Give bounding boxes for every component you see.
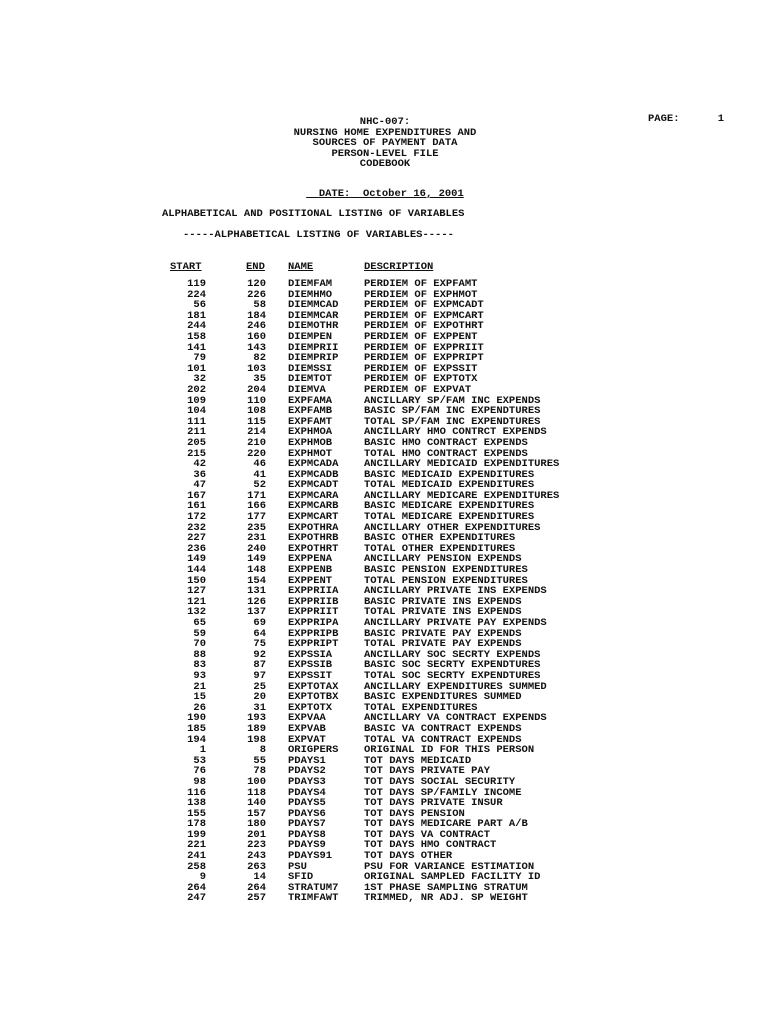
variable-name: DIEMMCAD xyxy=(288,299,339,312)
variable-description: TOTAL PRIVATE PAY EXPENDS xyxy=(364,638,522,651)
variable-name: PDAYS2 xyxy=(288,765,326,778)
variable-name: EXPMCADB xyxy=(288,468,339,481)
variable-description: TOT DAYS MEDICARE PART A/B xyxy=(364,818,528,831)
variable-description: ORIGINAL SAMPLED FACILITY ID xyxy=(364,871,541,884)
variable-name: EXPHMOT xyxy=(288,447,333,460)
variable-end: 8 xyxy=(259,744,266,757)
document-date xyxy=(0,178,770,199)
variable-description: TOT DAYS MEDICAID xyxy=(364,754,472,767)
variable-description: ANCILLARY PRIVATE INS EXPENDS xyxy=(364,585,547,598)
variable-description: PERDIEM OF EXPTOTX xyxy=(364,373,478,386)
variable-end: 257 xyxy=(247,892,266,905)
variable-end: 87 xyxy=(253,659,266,672)
variable-description: PSU FOR VARIANCE ESTIMATION xyxy=(364,860,535,873)
variable-start: 119 xyxy=(187,278,206,290)
variable-end: 20 xyxy=(253,691,266,704)
variable-end: 223 xyxy=(247,839,266,852)
variable-name: TRIMFAWT xyxy=(288,892,339,905)
variable-name: DIEMPRIP xyxy=(288,352,339,365)
table-row xyxy=(0,724,770,735)
section-title: ALPHABETICAL AND POSITIONAL LISTING OF VARIABLES xyxy=(162,208,465,220)
variable-name: STRATUM7 xyxy=(288,881,339,894)
variable-description: PERDIEM OF EXPPENT xyxy=(364,330,478,343)
variable-start: 172 xyxy=(187,511,206,524)
title-line: CODEBOOK xyxy=(359,158,411,171)
variable-name: EXPHMOA xyxy=(288,426,333,439)
variable-end: 210 xyxy=(247,436,266,449)
variable-start: 109 xyxy=(187,394,206,407)
variable-name: PDAYS9 xyxy=(288,839,326,852)
variable-start: 227 xyxy=(187,532,206,545)
variable-description: BASIC EXPENDITURES SUMMED xyxy=(364,691,522,704)
column-header-start: START xyxy=(170,261,202,273)
variable-end: 154 xyxy=(247,574,266,587)
variable-end: 140 xyxy=(247,797,266,810)
subsection-title: -----ALPHABETICAL LISTING OF VARIABLES----- xyxy=(183,229,454,241)
variable-end: 180 xyxy=(247,818,266,831)
variable-start: 215 xyxy=(187,447,206,460)
variable-start: 221 xyxy=(187,839,206,852)
table-row xyxy=(0,777,770,788)
variable-name: EXPMCARA xyxy=(288,489,339,502)
variable-description: TOT DAYS HMO CONTRACT xyxy=(364,839,497,852)
variable-start: 178 xyxy=(187,818,206,831)
variable-start: 244 xyxy=(187,320,206,333)
variable-end: 52 xyxy=(253,479,266,492)
variable-end: 110 xyxy=(247,394,266,407)
variable-end: 193 xyxy=(247,712,266,725)
variable-start: 76 xyxy=(193,765,206,778)
variable-name: PDAYS5 xyxy=(288,797,326,810)
variable-name: EXPMCARB xyxy=(288,500,339,513)
variable-name: PDAYS1 xyxy=(288,754,326,767)
variable-start: 224 xyxy=(187,288,206,301)
variable-name: EXPOTHRT xyxy=(288,542,339,555)
variable-start: 155 xyxy=(187,807,206,820)
variable-end: 226 xyxy=(247,288,266,301)
variable-name: DIEMSSI xyxy=(288,362,333,375)
variable-end: 31 xyxy=(253,701,266,714)
column-header-end: END xyxy=(246,261,265,273)
variable-start: 42 xyxy=(193,458,206,471)
variable-end: 137 xyxy=(247,606,266,619)
variable-description: PERDIEM OF EXPMCART xyxy=(364,309,484,322)
variable-start: 15 xyxy=(193,691,206,704)
variable-end: 118 xyxy=(247,786,266,799)
variable-start: 194 xyxy=(187,733,206,746)
variable-name: EXPTOTAX xyxy=(288,680,339,693)
variable-name: DIEMPEN xyxy=(288,330,333,343)
variable-start: 127 xyxy=(187,585,206,598)
table-row xyxy=(0,332,770,343)
variable-start: 26 xyxy=(193,701,206,714)
variable-name: EXPPRIPT xyxy=(288,638,339,651)
variable-description: TOTAL MEDICARE EXPENDITURES xyxy=(364,511,535,524)
variable-name: PDAYS8 xyxy=(288,828,326,841)
variable-start: 116 xyxy=(187,786,206,799)
variable-description: BASIC MEDICARE EXPENDITURES xyxy=(364,500,535,513)
variable-name: EXPFAMT xyxy=(288,415,333,428)
variable-end: 131 xyxy=(247,585,266,598)
variable-name: EXPSSIT xyxy=(288,669,333,682)
variable-description: TOT DAYS PENSION xyxy=(364,807,465,820)
variable-end: 143 xyxy=(247,341,266,354)
variable-description: 1ST PHASE SAMPLING STRATUM xyxy=(364,881,528,894)
table-row xyxy=(0,671,770,682)
variable-description: ANCILLARY MEDICARE EXPENDITURES xyxy=(364,489,560,502)
variable-name: DIEMHMO xyxy=(288,288,333,301)
variable-name: PDAYS6 xyxy=(288,807,326,820)
variable-end: 35 xyxy=(253,373,266,386)
variable-start: 181 xyxy=(187,309,206,322)
variable-end: 204 xyxy=(247,383,266,396)
variable-start: 190 xyxy=(187,712,206,725)
variable-name: DIEMVA xyxy=(288,383,326,396)
variable-start: 241 xyxy=(187,850,206,863)
column-header-name: NAME xyxy=(288,261,314,273)
variable-description: TOTAL HMO CONTRACT EXPENDS xyxy=(364,447,528,460)
title-line: SOURCES OF PAYMENT DATA xyxy=(312,137,458,150)
variable-start: 65 xyxy=(193,617,206,629)
variable-start: 9 xyxy=(199,871,206,884)
variable-description: ANCILLARY SOC SECRTY EXPENDS xyxy=(364,648,541,661)
variable-start: 32 xyxy=(193,373,206,386)
variable-description: TOT DAYS VA CONTRACT xyxy=(364,828,491,841)
variable-description: TOT DAYS PRIVATE INSUR xyxy=(364,797,503,810)
variable-start: 98 xyxy=(193,775,206,788)
variable-description: PERDIEM OF EXPSSIT xyxy=(364,362,478,375)
variable-description: TOTAL PENSION EXPENDITURES xyxy=(364,574,528,587)
variable-end: 82 xyxy=(253,352,266,365)
variable-name: PDAYS3 xyxy=(288,775,326,788)
variable-start: 101 xyxy=(187,362,206,375)
variable-description: TOTAL OTHER EXPENDITURES xyxy=(364,542,516,555)
variable-description: PERDIEM OF EXPVAT xyxy=(364,383,472,396)
variable-name: EXPSSIA xyxy=(288,648,333,661)
date-label: DATE: xyxy=(318,187,351,200)
variable-description: TOT DAYS PRIVATE PAY xyxy=(364,765,491,778)
variable-end: 166 xyxy=(247,500,266,513)
title-line: PERSON-LEVEL FILE xyxy=(331,147,439,160)
variable-name: EXPVAB xyxy=(288,722,326,735)
variable-end: 14 xyxy=(253,871,266,884)
variable-start: 202 xyxy=(187,383,206,396)
variable-end: 120 xyxy=(247,278,266,290)
table-row xyxy=(0,893,770,904)
title-line: NHC-007: xyxy=(359,116,411,128)
variable-start: 149 xyxy=(187,553,206,566)
table-row xyxy=(0,385,770,396)
variable-start: 144 xyxy=(187,564,206,577)
variable-end: 97 xyxy=(253,669,266,682)
variable-description: ANCILLARY SP/FAM INC EXPENDS xyxy=(364,394,541,407)
variable-name: DIEMPRII xyxy=(288,341,339,354)
variable-end: 235 xyxy=(247,521,266,534)
variable-description: TOTAL EXPENDITURES xyxy=(364,701,478,714)
variable-end: 100 xyxy=(247,775,266,788)
variable-end: 64 xyxy=(253,627,266,640)
variable-description: TOTAL MEDICAID EXPENDITURES xyxy=(364,479,535,492)
variable-description: TOT DAYS SOCIAL SECURITY xyxy=(364,775,516,788)
variable-end: 189 xyxy=(247,722,266,735)
table-row xyxy=(0,279,770,290)
table-row xyxy=(0,618,770,629)
variable-name: EXPPENT xyxy=(288,574,333,587)
variable-name: DIEMTOT xyxy=(288,373,333,386)
variable-description: PERDIEM OF EXPMCADT xyxy=(364,299,484,312)
variable-end: 177 xyxy=(247,511,266,524)
variable-name: EXPPRIIB xyxy=(288,595,339,608)
variable-name: PDAYS7 xyxy=(288,818,326,831)
variable-end: 25 xyxy=(253,680,266,693)
variable-name: EXPPENB xyxy=(288,564,333,577)
variable-start: 56 xyxy=(193,299,206,312)
variable-description: PERDIEM OF EXPHMOT xyxy=(364,288,478,301)
variable-description: TRIMMED, NR ADJ. SP WEIGHT xyxy=(364,892,528,905)
variable-description: BASIC OTHER EXPENDITURES xyxy=(364,532,516,545)
variable-description: PERDIEM OF EXPOTHRT xyxy=(364,320,484,333)
page-label: PAGE: xyxy=(648,113,680,125)
variable-description: TOTAL PRIVATE INS EXPENDS xyxy=(364,606,522,619)
variable-name: EXPMCADA xyxy=(288,458,339,471)
variable-start: 79 xyxy=(193,352,206,365)
variable-description: BASIC SP/FAM INC EXPENDTURES xyxy=(364,405,541,418)
variable-name: EXPTOTX xyxy=(288,701,333,714)
variable-end: 126 xyxy=(247,595,266,608)
variable-description: ANCILLARY PRIVATE PAY EXPENDS xyxy=(364,617,547,629)
variable-description: ORIGINAL ID FOR THIS PERSON xyxy=(364,744,535,757)
variable-description: BASIC PENSION EXPENDITURES xyxy=(364,564,528,577)
variable-start: 236 xyxy=(187,542,206,555)
variable-start: 138 xyxy=(187,797,206,810)
variable-name: EXPSSIB xyxy=(288,659,333,672)
variable-description: BASIC MEDICAID EXPENDITURES xyxy=(364,468,535,481)
variable-description: ANCILLARY EXPENDITURES SUMMED xyxy=(364,680,547,693)
variable-start: 158 xyxy=(187,330,206,343)
variable-start: 111 xyxy=(187,415,206,428)
variable-description: PERDIEM OF EXPFAMT xyxy=(364,278,478,290)
variable-name: EXPMCADT xyxy=(288,479,339,492)
variable-name: EXPVAT xyxy=(288,733,326,746)
page-number: 1 xyxy=(717,113,724,125)
variable-name: DIEMFAM xyxy=(288,278,333,290)
variable-end: 243 xyxy=(247,850,266,863)
variable-start: 161 xyxy=(187,500,206,513)
variable-start: 93 xyxy=(193,669,206,682)
variable-end: 214 xyxy=(247,426,266,439)
variable-start: 205 xyxy=(187,436,206,449)
variable-end: 246 xyxy=(247,320,266,333)
variable-description: ANCILLARY MEDICAID EXPENDITURES xyxy=(364,458,560,471)
variable-name: EXPPRIIT xyxy=(288,606,339,619)
variable-name: EXPFAMB xyxy=(288,405,333,418)
variable-name: DIEMOTHR xyxy=(288,320,339,333)
variable-start: 36 xyxy=(193,468,206,481)
variable-end: 263 xyxy=(247,860,266,873)
variable-start: 88 xyxy=(193,648,206,661)
variable-name: EXPHMOB xyxy=(288,436,333,449)
variable-name: EXPPENA xyxy=(288,553,333,566)
variable-description: BASIC PRIVATE INS EXPENDS xyxy=(364,595,522,608)
variable-end: 220 xyxy=(247,447,266,460)
variable-end: 69 xyxy=(253,617,266,629)
variable-start: 199 xyxy=(187,828,206,841)
variable-end: 149 xyxy=(247,553,266,566)
variable-start: 167 xyxy=(187,489,206,502)
variable-start: 211 xyxy=(187,426,206,439)
variable-name: EXPVAA xyxy=(288,712,326,725)
variable-description: TOTAL VA CONTRACT EXPENDS xyxy=(364,733,522,746)
variable-start: 83 xyxy=(193,659,206,672)
variable-name: SFID xyxy=(288,871,314,884)
variable-description: PERDIEM OF EXPPRIIT xyxy=(364,341,484,354)
variable-name: DIEMMCAR xyxy=(288,309,339,322)
variable-end: 148 xyxy=(247,564,266,577)
variable-end: 231 xyxy=(247,532,266,545)
variable-description: BASIC HMO CONTRACT EXPENDS xyxy=(364,436,528,449)
variable-end: 103 xyxy=(247,362,266,375)
variable-name: ORIGPERS xyxy=(288,744,339,757)
variable-name: EXPPRIPA xyxy=(288,617,339,629)
variable-name: EXPOTHRA xyxy=(288,521,339,534)
variable-start: 47 xyxy=(193,479,206,492)
variable-end: 198 xyxy=(247,733,266,746)
variable-start: 132 xyxy=(187,606,206,619)
variable-end: 184 xyxy=(247,309,266,322)
variable-description: ANCILLARY OTHER EXPENDITURES xyxy=(364,521,541,534)
title-line: NURSING HOME EXPENDITURES AND xyxy=(293,126,477,139)
variable-start: 104 xyxy=(187,405,206,418)
variable-start: 21 xyxy=(193,680,206,693)
variable-end: 201 xyxy=(247,828,266,841)
variable-name: EXPMCART xyxy=(288,511,339,524)
date-value: October 16, 2001 xyxy=(362,187,464,200)
variable-start: 1 xyxy=(199,744,206,757)
variable-start: 247 xyxy=(187,892,206,905)
variable-start: 150 xyxy=(187,574,206,587)
variable-description: TOTAL SP/FAM INC EXPENDTURES xyxy=(364,415,541,428)
variable-end: 78 xyxy=(253,765,266,778)
column-header-description: DESCRIPTION xyxy=(364,261,434,273)
variable-start: 141 xyxy=(187,341,206,354)
variable-start: 70 xyxy=(193,638,206,651)
variable-end: 55 xyxy=(253,754,266,767)
variable-description: PERDIEM OF EXPPRIPT xyxy=(364,352,484,365)
variable-name: PSU xyxy=(288,860,307,873)
variable-end: 240 xyxy=(247,542,266,555)
variable-start: 185 xyxy=(187,722,206,735)
variable-description: TOTAL SOC SECRTY EXPENDTURES xyxy=(364,669,541,682)
variable-end: 264 xyxy=(247,881,266,894)
variable-end: 171 xyxy=(247,489,266,502)
variable-start: 121 xyxy=(187,595,206,608)
variable-start: 264 xyxy=(187,881,206,894)
variable-name: EXPFAMA xyxy=(288,394,333,407)
variable-description: ANCILLARY PENSION EXPENDS xyxy=(364,553,522,566)
variable-name: EXPPRIIA xyxy=(288,585,339,598)
variable-description: BASIC VA CONTRACT EXPENDS xyxy=(364,722,522,735)
variable-name: PDAYS91 xyxy=(288,850,333,863)
variable-end: 108 xyxy=(247,405,266,418)
variable-end: 75 xyxy=(253,638,266,651)
variable-description: TOT DAYS OTHER xyxy=(364,850,453,863)
variable-end: 157 xyxy=(247,807,266,820)
variable-start: 53 xyxy=(193,754,206,767)
variable-start: 59 xyxy=(193,627,206,640)
variable-description: BASIC PRIVATE PAY EXPENDS xyxy=(364,627,522,640)
variable-start: 232 xyxy=(187,521,206,534)
variable-description: TOT DAYS SP/FAMILY INCOME xyxy=(364,786,522,799)
variable-listing xyxy=(0,279,770,904)
variable-name: EXPOTHRB xyxy=(288,532,339,545)
variable-name: PDAYS4 xyxy=(288,786,326,799)
table-row xyxy=(0,438,770,449)
variable-end: 41 xyxy=(253,468,266,481)
variable-end: 46 xyxy=(253,458,266,471)
variable-end: 115 xyxy=(247,415,266,428)
variable-end: 58 xyxy=(253,299,266,312)
variable-start: 258 xyxy=(187,860,206,873)
variable-name: EXPTOTBX xyxy=(288,691,339,704)
variable-name: EXPPRIPB xyxy=(288,627,339,640)
variable-end: 160 xyxy=(247,330,266,343)
variable-description: ANCILLARY VA CONTRACT EXPENDS xyxy=(364,712,547,725)
variable-description: ANCILLARY HMO CONTRCT EXPENDS xyxy=(364,426,547,439)
variable-end: 92 xyxy=(253,648,266,661)
variable-description: BASIC SOC SECRTY EXPENDTURES xyxy=(364,659,541,672)
